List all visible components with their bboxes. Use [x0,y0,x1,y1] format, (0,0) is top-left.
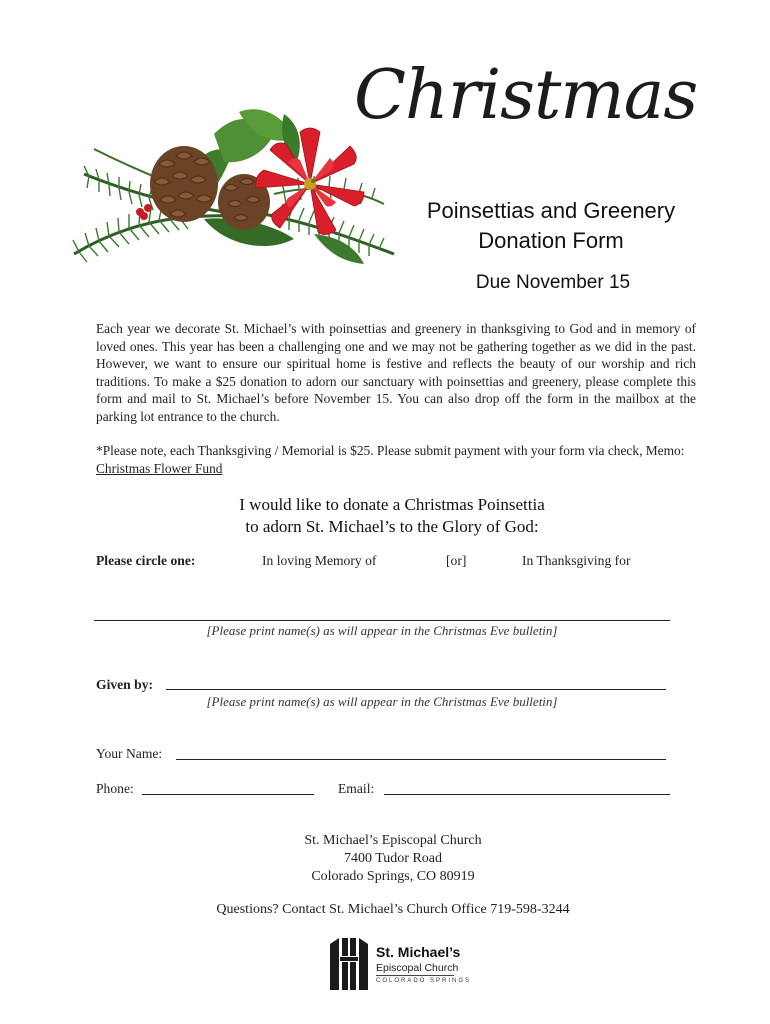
phone-label: Phone: [96,781,134,796]
email-label: Email: [338,781,375,796]
pinecone-left [150,146,218,222]
honoree-name-hint: [Please print name(s) as will appear in the Christmas Eve bulletin] [206,623,558,638]
form-subtitle [395,196,707,256]
payment-note [96,442,696,477]
contact-questions: Questions? Contact St. Michael’s Church Office 719-598-3244 [216,902,570,917]
intro-paragraph: Each year we decorate St. Michael’s with poinsettias and greenery in thanksgiving to God and in memory of loved ones. This year has been a challenging one and we may not be gathering together as we did in the past. However, we want to ensure our spiritual home is festive and reflects the beauty of our worship and rich traditions. To make a $25 donation to adorn our sanctuary with poinsettias and greenery, please complete this form and mail to St. Michael’s before November 15. You can also drop off the form in the mailbox at the parking lot entrance to the church. [96,321,696,424]
donate-line-1: I would like to donate a Christmas Poinsettia [239,495,545,514]
circle-one-label: Please circle one: [96,553,196,568]
poinsettia-flower [256,128,364,235]
poinsettia-greenery-illustration [64,104,400,276]
subtitle-line-2: Donation Form [478,228,624,253]
given-by-field[interactable] [166,689,666,690]
payment-note-text: *Please note, each Thanksgiving / Memorial is $25. Please submit payment with your form via check, Memo: [96,443,685,458]
option-in-thanksgiving[interactable]: In Thanksgiving for [522,553,631,568]
given-by-hint: [Please print name(s) as will appear in the Christmas Eve bulletin] [206,694,558,709]
your-name-field[interactable] [176,759,666,760]
phone-field[interactable] [142,794,314,795]
donate-heading [120,494,664,538]
logo-divider [376,975,454,976]
church-city: Colorado Springs, CO 80919 [311,869,475,884]
subtitle-line-1: Poinsettias and Greenery [426,198,676,223]
honoree-name-field[interactable] [94,620,670,621]
title-christmas: Christmas [354,56,698,135]
logo-location: COLORADO SPRINGS [376,978,472,984]
due-date: Due November 15 [475,272,631,293]
logo-subtitle: Episcopal Church [376,962,459,974]
church-name: St. Michael’s Episcopal Church [304,833,482,848]
option-in-loving-memory[interactable]: In loving Memory of [262,553,377,568]
given-by-label: Given by: [96,677,154,692]
memo-fund-name: Christmas Flower Fund [96,460,223,476]
your-name-label: Your Name: [96,746,163,761]
church-logo-icon [328,936,370,992]
email-field[interactable] [384,794,670,795]
option-or: [or] [446,553,467,568]
church-address [150,832,636,886]
church-street: 7400 Tudor Road [343,851,443,866]
logo-name: St. Michael’s [376,944,461,960]
donate-line-2: to adorn St. Michael’s to the Glory of God: [245,517,539,536]
